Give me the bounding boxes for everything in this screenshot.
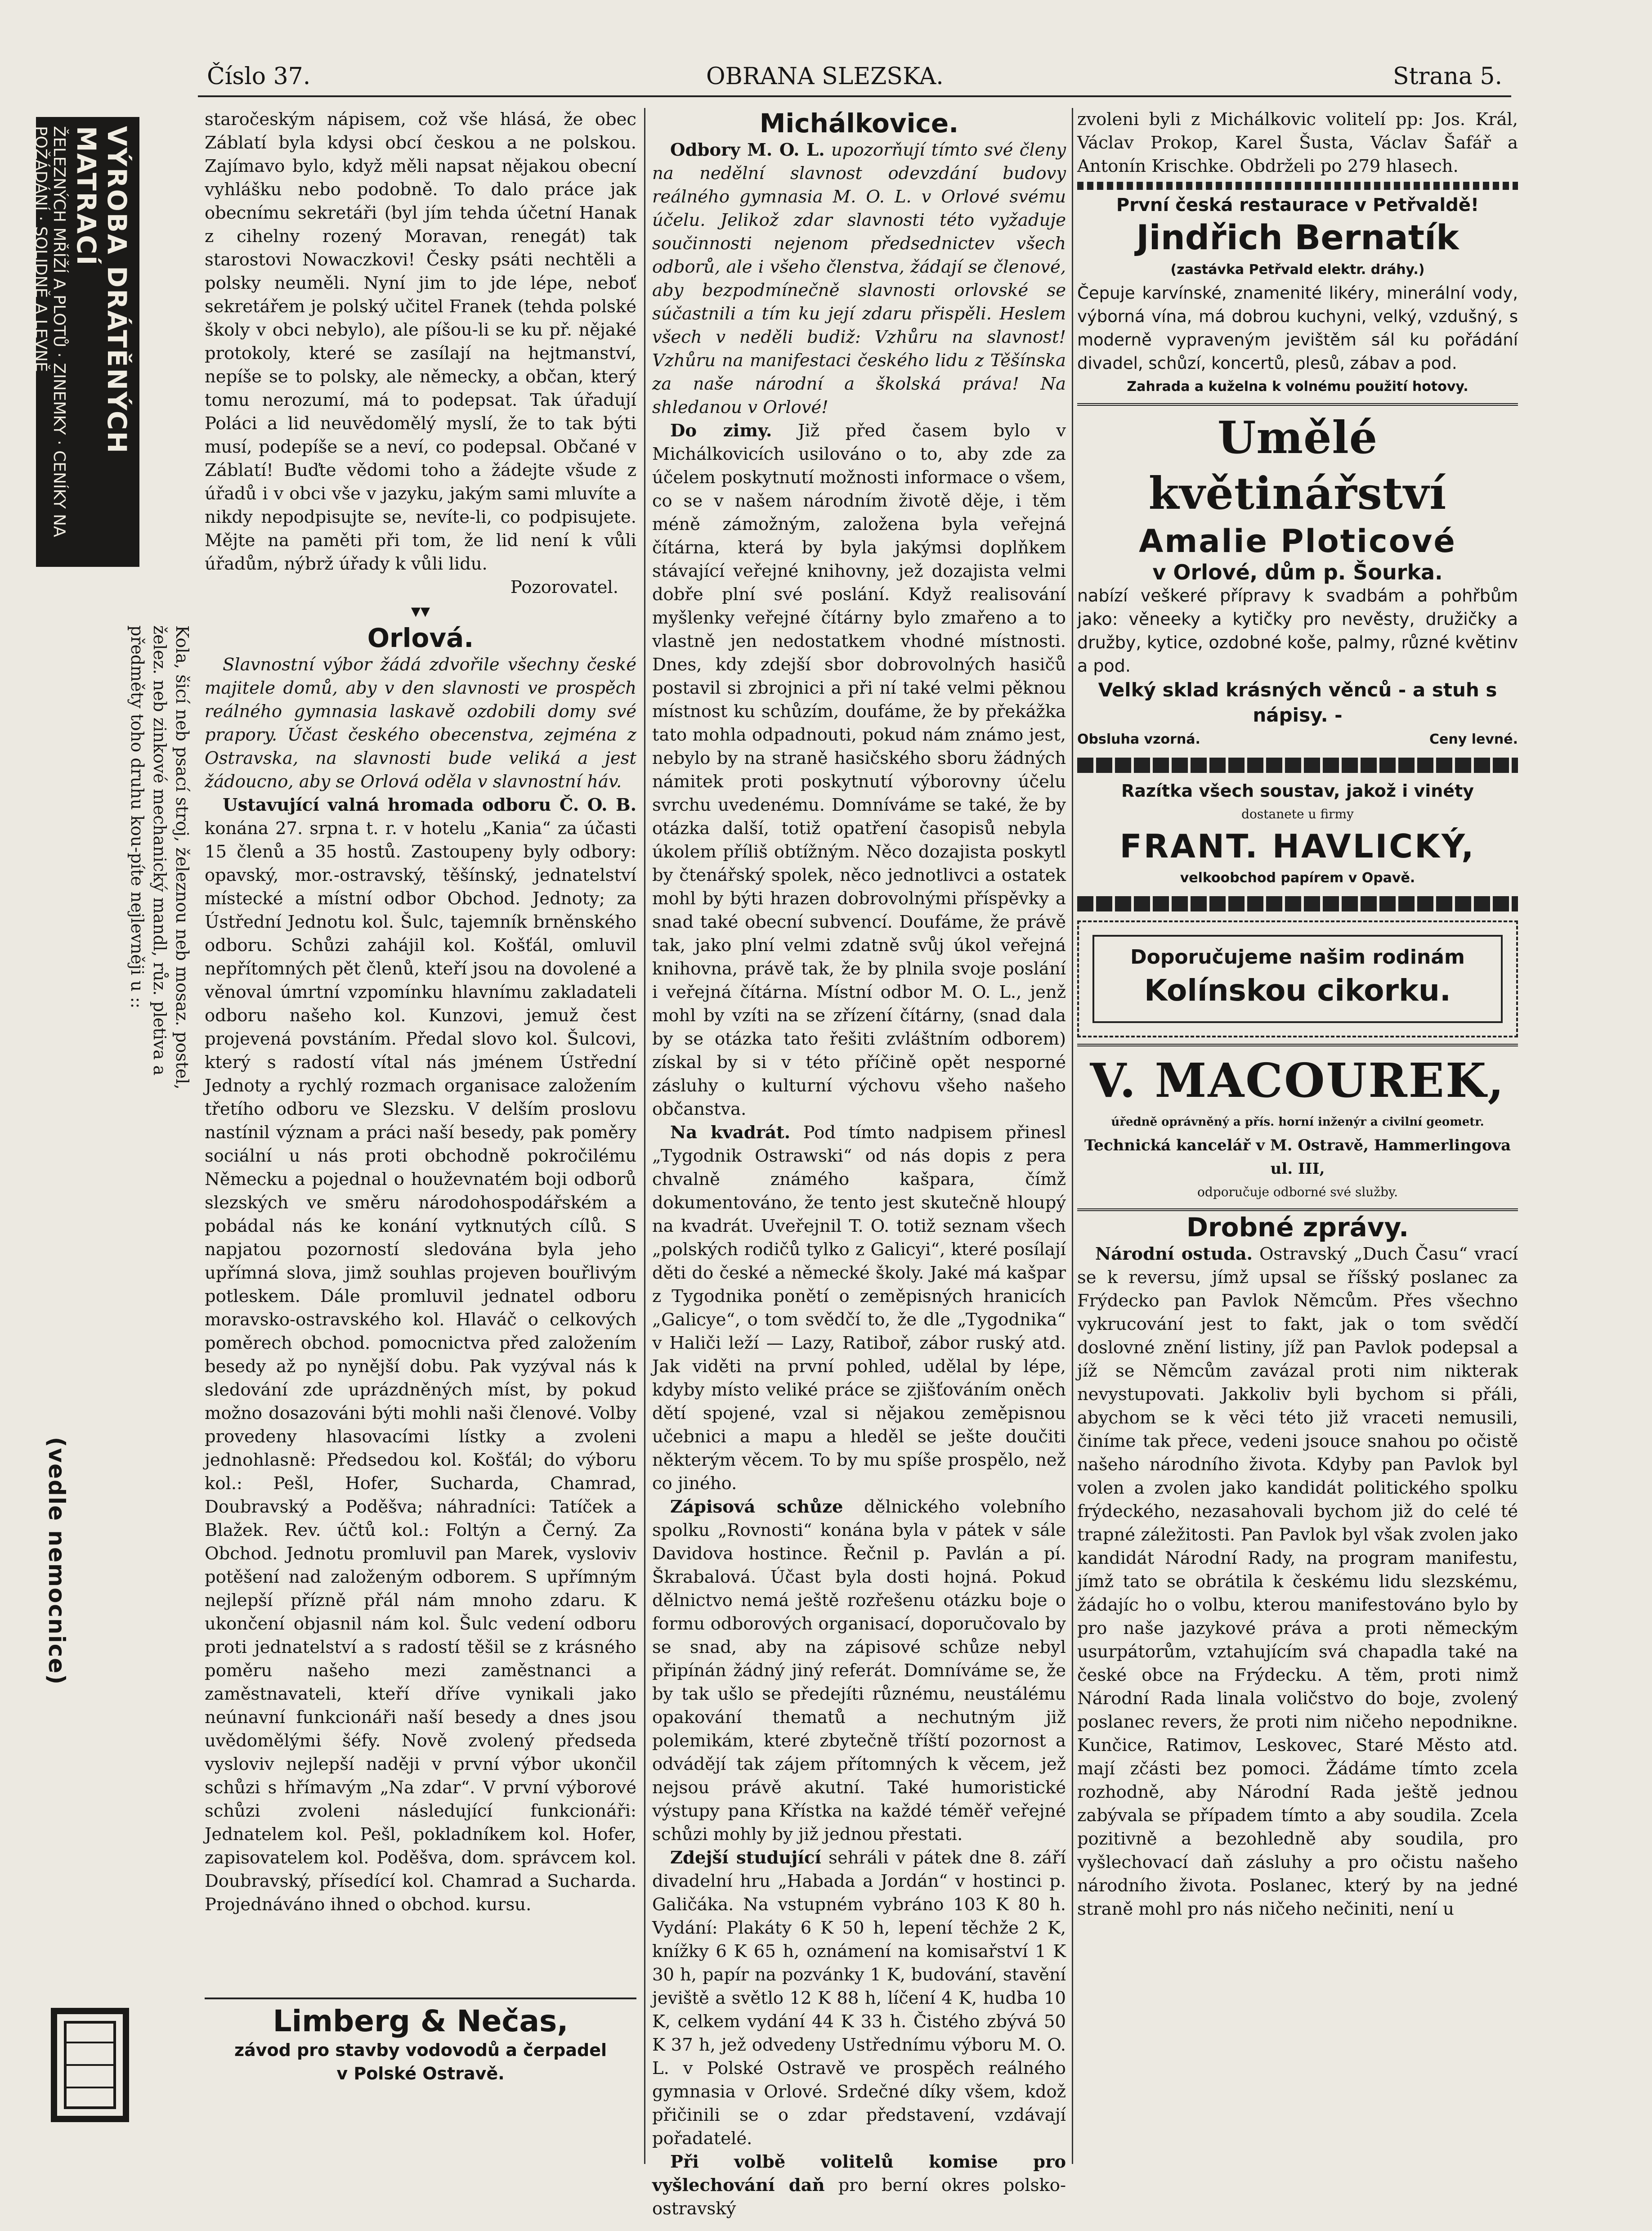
dashed-rule bbox=[1077, 182, 1518, 190]
ad-bernatik-foot: Zahrada a kuželna k volnému použití hotovy. bbox=[1127, 379, 1468, 395]
ad-kolinska-line2: Kolínskou cikorku. bbox=[1144, 973, 1451, 1008]
article-volba-lead: Při volbě volitelů komise pro vyšlechování daň bbox=[652, 2152, 1066, 2195]
article-zapisova-lead: Zápisová schůze bbox=[670, 1497, 843, 1517]
ad-limberg-necas bbox=[205, 1998, 636, 2085]
column-3 bbox=[1077, 108, 1518, 1921]
article-kvadrat-text: Pod tímto nadpisem přinesl „Tygodnik Ostrawski“ od nás dopis z pera chvalně známého kašpara, čímž dokumentováno, že tento jest skutečně hloupý na kvadrát. Uveřejnil T. O. totiž seznam všech „polských rodičů tylko z Galicyi“, které posílají děti do české a německé školy. Jaké má kašpar z Tygodnika ponětí o zeměpisných hranicích „Galicye“, o tom svědčí to, že dle „Tygodnika“ v Haliči leží — Lazy, Ratiboř, zábor ruský atd. Jak viděti na první pohled, udělal by lépe, kdyby místo veliké práce se zjišťováním oněch dětí spojené, vzal si nějakou zeměpisnou učebnici a mapu a hleděl se ješte doučiti některým věcem. To by mu spíše prospělo, než co jiného. bbox=[652, 1122, 1066, 1494]
side-advertisement bbox=[27, 117, 192, 2177]
ad-ploticova-footer bbox=[1077, 728, 1518, 751]
article-zapisova-text: dělnického volebního spolku „Rovnosti“ konána byla v pátek v sále Davidova hostince. Řečnil p. Pavlán a pí. Škrabalová. Účast byla dosti hojná. Pokud dělnictvo nemá ještě rozřešenu otázku boje o formu odborových organisací, doporučovalo by se snad, aby na zápisové schůze nebyl připínán žádný jiný referát. Domníváme se, že by tak ušlo se předejíti různému, neustálému opakování thematů a nechutným již polemikám, které zbytečně tříští pozornost a odvádějí tak zájem přítomných k věcem, jež nejsou právě akutní. Také humoristické výstupy pana Křístka na každé téměř veřejné schůzi mohly by již jednou přestati. bbox=[652, 1497, 1066, 1845]
article-dozimy-lead: Do zimy. bbox=[670, 421, 772, 441]
page-number: Strana 5. bbox=[1392, 63, 1502, 90]
ad-ploticova-bold: Velký sklad krásných věnců - a stuh s nápisy. - bbox=[1098, 679, 1497, 726]
side-dark-line2: ŽELEZNÝCH MŘÍŽÍ A PLOTŮ · ZINEMKY · CENÍKY NA POŽÁDÁNÍ · SOLIDNĚ A LEVNĚ bbox=[31, 126, 68, 537]
section-heading-orlova: Orlová. bbox=[367, 623, 474, 653]
ad-macourek-line1: úředně oprávněný a přís. horní inženýr a civilní geometr. bbox=[1111, 1115, 1484, 1129]
ad-havlicky-top: Razítka všech soustav, jakož i vinéty bbox=[1121, 781, 1474, 801]
ad-havlicky-sub: dostanete u firmy bbox=[1241, 807, 1354, 821]
column-divider-2 bbox=[1072, 108, 1073, 2164]
ad-havlicky bbox=[1077, 779, 1518, 890]
chain-rule-bottom bbox=[1077, 893, 1518, 914]
ad-macourek-line2: Technická kancelář v M. Ostravě, Hammerlingova ul. III, bbox=[1084, 1136, 1511, 1178]
side-dark-line1: VÝROBA DRÁTĚNÝCH MATRACÍ bbox=[71, 126, 132, 455]
ad-bernatik-sub: (zastávka Petřvald elektr. dráhy.) bbox=[1170, 262, 1425, 278]
side-dark-banner bbox=[31, 117, 139, 567]
ad-havlicky-name: FRANT. HAVLICKÝ, bbox=[1119, 827, 1476, 865]
bed-frame-icon bbox=[45, 2007, 135, 2123]
side-dark-banner-text bbox=[31, 117, 139, 567]
ad-limberg-name: Limberg & Nečas, bbox=[273, 2004, 569, 2038]
newspaper-title: OBRANA SLEZSKA. bbox=[706, 63, 944, 90]
column-divider-1 bbox=[644, 108, 645, 2164]
article-volba-text: pro berní okres polsko-ostravský bbox=[652, 2175, 1066, 2219]
article-kvadrat-lead: Na kvadrát. bbox=[670, 1122, 791, 1143]
section-heading-drobne: Drobné zprávy. bbox=[1186, 1212, 1409, 1243]
ad-bernatik-top: První česká restaurace v Petřvaldě! bbox=[1116, 195, 1479, 215]
article-mol-lead: Odbory M. O. L. bbox=[670, 140, 825, 160]
ad-bernatik bbox=[1077, 193, 1518, 399]
ad-kolinska bbox=[1077, 920, 1518, 1037]
page-header bbox=[198, 63, 1511, 94]
article-studujici-lead: Zdejší studující bbox=[670, 1848, 822, 1868]
double-rule bbox=[1077, 403, 1518, 406]
separator-mark: ▾▾ bbox=[411, 600, 430, 622]
article-cob-text: konána 27. srpna t. r. v hotelu „Kania“ za účasti 15 členů a 35 hostů. Zastoupeny byly odbory: opavský, mor.-ostravský, těšínský, jednatelství místecké a místní odbor Obchod. Jednoty; za Ústřední Jednotu kol. Šulc, tajemník brněnského odboru. Schůzi zahájil kol. Košťál, omluvil nepřítomných pět členů, kteří jsou na dovolené a věnoval úmrtní vzpomínku hlavnímu zakladateli odboru našeho kol. Kunzovi, jemuž čest projevená povstáním. Předal slovo kol. Šulcovi, který s radostí vítal nás jménem Ústřední Jednoty a rychlý rozmach organisace založením třetího odboru ve Slezsku. V delším proslovu nastínil význam a práci naší besedy, pak poměry sociální u nás proti obchodně pokročilému Německu a pojednal o houževnatém boji odborů slezských ve směru národohospodářském a pobádal nás ke konání vytknutých cílů. S napjatou pozorností sledována byla jeho upřímná slova, jimž souhlas projeven bouřlivým potleskem. Dále promluvil jednatel odboru moravsko-ostravského kol. Hlaváč o celkových poměrech obchod. pomocnictva před založením besedy až po nynější dobu. Pak vyzýval nás k sledování zde uprázdněných míst, by pokud možno dosazováni býti mohli naši členové. Volby provedeny hlasovacími lístky a zvoleni jednohlasně: Předsedou kol. Košťál; do výboru kol.: Pešl, Hofer, Sucharda, Chamrad, Doubravský a Poděšva; náhradníci: Tatíček a Blažek. Rev. účtů kol.: Foltýn a Černý. Za Obchod. Jednotu promluvil pan Marek, vysloviv potěšení nad založeným odborem. S upřímným nejlepší přízně přál nám mnoho zdaru. K ukončení objasnil nám kol. Šulc vedení odboru proti jednatelství a s radostí těšil se z krásného poměru našeho mezi zaměstnanci a zaměstnavateli, kteří dříve vynikali jako neúnavní funkcionáři naší besedy a dnes jsou uvědomělými šéfy. Nově zvolený předseda vysloviv nejlepší naději v první výbor ukončil schůzi s hřímavým „Na zdar“. V první výborové schůzi zvoleni následující funkcionáři: Jednatelem kol. Pešl, pokladníkem kol. Hofer, zapisovatelem kol. Poděšva, dom. správcem kol. Doubravský, přísedící kol. Chamrad a Sucharda. Projednáváno ihned o obchod. kursu. bbox=[205, 818, 636, 1915]
section-heading-michalkovice: Michálkovice. bbox=[759, 108, 959, 139]
ad-ploticova bbox=[1077, 410, 1518, 751]
article-volitele-text: zvoleni byli z Michálkovic volitelí pp: Jos. Král, Václav Prokop, Karel Šusta, Václav Šafář a Antonín Krischke. Obdrželi po 279 hlasech. bbox=[1077, 109, 1518, 176]
article-studujici-text: sehráli v pátek dne 8. září divadelní hru „Habada a Jordán“ v hostinci p. Galičáka. Na vstupném vybráno 103 K 80 h. Vydání: Plakáty 6 K 50 h, lepení těchže 2 K, knížky 6 K 65 h, oznámení na komisařství 1 K 30 h, papír na pozvánky 1 K, budování, stavění jeviště a světlo 12 K 88 h, líčení 4 K, hudba 10 K, celkem vydání 44 K 33 h. Čistého zbývá 50 K 37 h, jež odvedeny Ustřednímu výboru M. O. L. v Polské Ostravě ve prospěch reálného gymnasia v Orlové. Srdečné díky všem, kdož přičinili se o zdar představení, vzdávají pořadatelé. bbox=[652, 1848, 1066, 2149]
ad-ploticova-right: Ceny levné. bbox=[1429, 732, 1518, 747]
ad-ploticova-body: nabízí veškeré přípravy k svadbám a pohřbům jako: věneeky a kytičky pro nevěsty, družičky a družby, kytice, ozdobné koše, palmy, různé květinv a pod. bbox=[1077, 586, 1518, 676]
side-note-text: Kola, šicí neb psací stroj, železnou neb mosaz. postel, želez. neb zinkové mechanický mandl, růz. pletiva a předměty toho druhu kou-píte nejlevněji u :: bbox=[127, 625, 192, 1090]
ad-limberg-line3: v Polské Ostravě. bbox=[336, 2064, 505, 2083]
article-mol-text: upozorňují tímto své členy na nedělní slavnost odevzdání budovy reálného gymnasia M. O. L. v Orlové svému účelu. Jelikož zdar slavnosti této vyžaduje součinnosti nejenom předsednictev všech odborů, ale i všeho členstva, žádají se členové, aby bezpodmínečně slavnosti orlovské se súčastnili a tím ku její zdaru přispěli. Heslem všech v neděli budiž: Vzhůru na slavnost! Vzhůru na manifestaci českého lidu z Těšínska za naše národní a školská práva! Na shledanou v Orlové! bbox=[652, 140, 1066, 417]
ad-macourek-name: V. MACOUREK, bbox=[1090, 1053, 1505, 1108]
side-small-note: (vedle nemocnice) bbox=[44, 1436, 70, 1686]
ad-limberg-line2: závod pro stavby vodovodů a čerpadel bbox=[234, 2040, 607, 2060]
ad-ploticova-name: Amalie Ploticové bbox=[1139, 523, 1456, 560]
double-rule-2 bbox=[1077, 1044, 1518, 1046]
ad-ploticova-left: Obsluha vzorná. bbox=[1077, 732, 1200, 747]
issue-number: Číslo 37. bbox=[207, 63, 311, 90]
ad-kolinska-line1: Doporučujeme našim rodinám bbox=[1130, 946, 1465, 969]
ad-macourek bbox=[1077, 1051, 1518, 1204]
ad-bernatik-body: Čepuje karvínské, znamenité likéry, minerální vody, výborná vína, má dobrou kuchyni, velký, vzdušný, s moderně vypraveným jevištěm sál ku pořádání divadel, schůzí, koncertů, plesů, zábav a pod. bbox=[1077, 283, 1518, 373]
ad-macourek-line3: odporučuje odborné své služby. bbox=[1197, 1185, 1398, 1199]
header-rule bbox=[198, 95, 1511, 97]
ad-havlicky-foot: velkoobchod papírem v Opavě. bbox=[1180, 870, 1415, 886]
article-cob-lead: Ustavující valná hromada odboru Č. O. B. bbox=[223, 795, 636, 815]
article-orlova-festive: Slavnostní výbor žádá zdvořile všechny české majitele domů, aby v den slavnosti ve prospěch reálného gymnasia laskavě ozdobili domy své prapory. Účast českého obecenstva, zejména z Ostravska, na slavnosti bude veliká a jest žádoucno, aby se Orlová oděla v slavnostní háv. bbox=[205, 655, 636, 792]
ad-ploticova-place: v Orlové, dům p. Šourka. bbox=[1152, 560, 1443, 584]
article-zablati-text: staročeským nápisem, což vše hlásá, že obec Záblatí byla kdysi obcí českou a ne polskou. Zajímavo bylo, když měli napsat nějakou obecní vyhlášku nebo podobně. To dalo práce jak obecnímu sekretáři (byl jím tehda účetní Hanak z cihelny rozený Moravan, renegát) tak starostovi Nowaczkovi! Česky psáti nechtěli a polsky neuměli. Nyní jim to jde lépe, neboť sekretářem je polský učitel Franek (tehda polské školy v obci nebylo), ale píšou-li se ku př. nějaké protokoly, které se zasílají na hejtmanství, nepíše se to polsky, ale německy, a občan, který tomu nerozumí, má to podepsat. Tak úřadují Poláci a lid neuvědomělý myslí, že to tak býti musí, podepíše se a neví, co podepsal. Občané v Záblatí! Buďte vědomi toho a žádejte všude z úřadů i v obci vše v jazyku, jakým sami mluvíte a nikdy nepodpisujte se, nevíte-li, co podpisujete. Mějte na paměti při tom, že lid není k vůli úřadům, nýbrž úřady k vůli lidu. bbox=[205, 109, 636, 574]
chain-rule-top bbox=[1077, 755, 1518, 776]
ad-bernatik-name: Jindřich Bernatík bbox=[1136, 217, 1459, 257]
article-ostuda-lead: Národní ostuda. bbox=[1095, 1244, 1253, 1264]
double-rule-3 bbox=[1077, 1208, 1518, 1211]
ad-ploticova-title: Umělé květinářství bbox=[1148, 412, 1447, 520]
column-1 bbox=[205, 108, 636, 1917]
article-signature: Pozorovatel. bbox=[510, 577, 618, 597]
column-2 bbox=[652, 108, 1066, 2221]
article-ostuda-text: Ostravský „Duch Času“ vrací se k reversu, jímž upsal se říšský poslanec za Frýdecko pan Pavlok Němcům. Přes všechno vykrucování jest to fakt, jak o tom svědčí doslovné znění listiny, jíž pan Pavlok podepsal a jíž se Němcům zavázal proti nim nikterak nevystupovati. Jakkoliv byli bychom si přáli, abychom se k věci této již vraceti nemusili, činíme tak přece, vedeni jsouce snahou po očistě našeho národního života. Kdyby pan Pavlok byl volen a zvolen jako kandidát politického spolku frýdeckého, nezasahovali bychom již do celé té trapné záležitosti. Pan Pavlok byl však zvolen jako kandidát Národní Rady, na program manifestu, jímž tato se obrátila k českému lidu slezskému, žádajíc ho o volbu, kterou manifestováno bylo by pro naše jazykové práva a proti německým usurpátorům, vztahujícím svá chapadla také na české obce na Frýdecku. A těm, proti nimž Národní Rada linala voličstvo do boje, zvolený poslanec revers, že proti nim ničeho nepodnikne. Kunčice, Ratimov, Leskovec, Staré Město atd. mají zčásti bez pomoci. Žádáme tímto zcela rozhodně, aby Národní Rada ještě jednou zabývala se případem tímto a aby soudila. Zcela pozitivně a bezohledně aby soudila, pro vyšlechovací daň zásluhy a pro očistu našeho národního života. Poslanec, který by na jedné straně mohl pro nás ničeho nečiniti, není u bbox=[1077, 1244, 1518, 1919]
article-dozimy-text: Již před časem bylo v Michálkovicích usilováno o to, aby zde za účelem poskytnutí možnosti informace o všem, co se v našem národním životě děje, i těm méně zámožným, založena byla veřejná čítárna, která by byla jakýmsi doplňkem stávající veřejné knihovny, jež dozajista velmi dobře plní své poslání. Když realisování myšlenky veřejné čítárny bylo zmařeno a to vlastně jen nedostatkem vhodné místnosti. Dnes, kdy zdejší sbor dobrovolných hasičů postavil si zbrojnici a při ní také velmi pěknou místnost ku schůzím, doufáme, že by překážka tato mohla odpadnouti, pokud nám známo jest, nebylo by na straně hasičského sboru žádných námitek proti poskytnutí výborovny účelu svrchu uvedenému. Domníváme se také, že by otázka další, totiž opatření časopisů nebyla úkolem příliš obtížným. Něco dozajista poskytl by čtenářský spolek, něco jednotlivci a ostatek mohl by býti hrazen dobrovolnými příspěvky a snad také obecní subvencí. Doufáme, že právě tak, jako plní velmi zdatně svůj úkol veřejná knihovna, právě tak, že by plnila svoje poslání i veřejná čítárna. Místní odbor M. O. L., jenž mohl by vzíti na se zřízení čítárny, (snad dala by se otázka tato řešiti zvláštním odborem) získal by si v této příčině opět nesporné zásluhy o kulturní výchovu všeho našeho občanstva. bbox=[652, 421, 1066, 1119]
